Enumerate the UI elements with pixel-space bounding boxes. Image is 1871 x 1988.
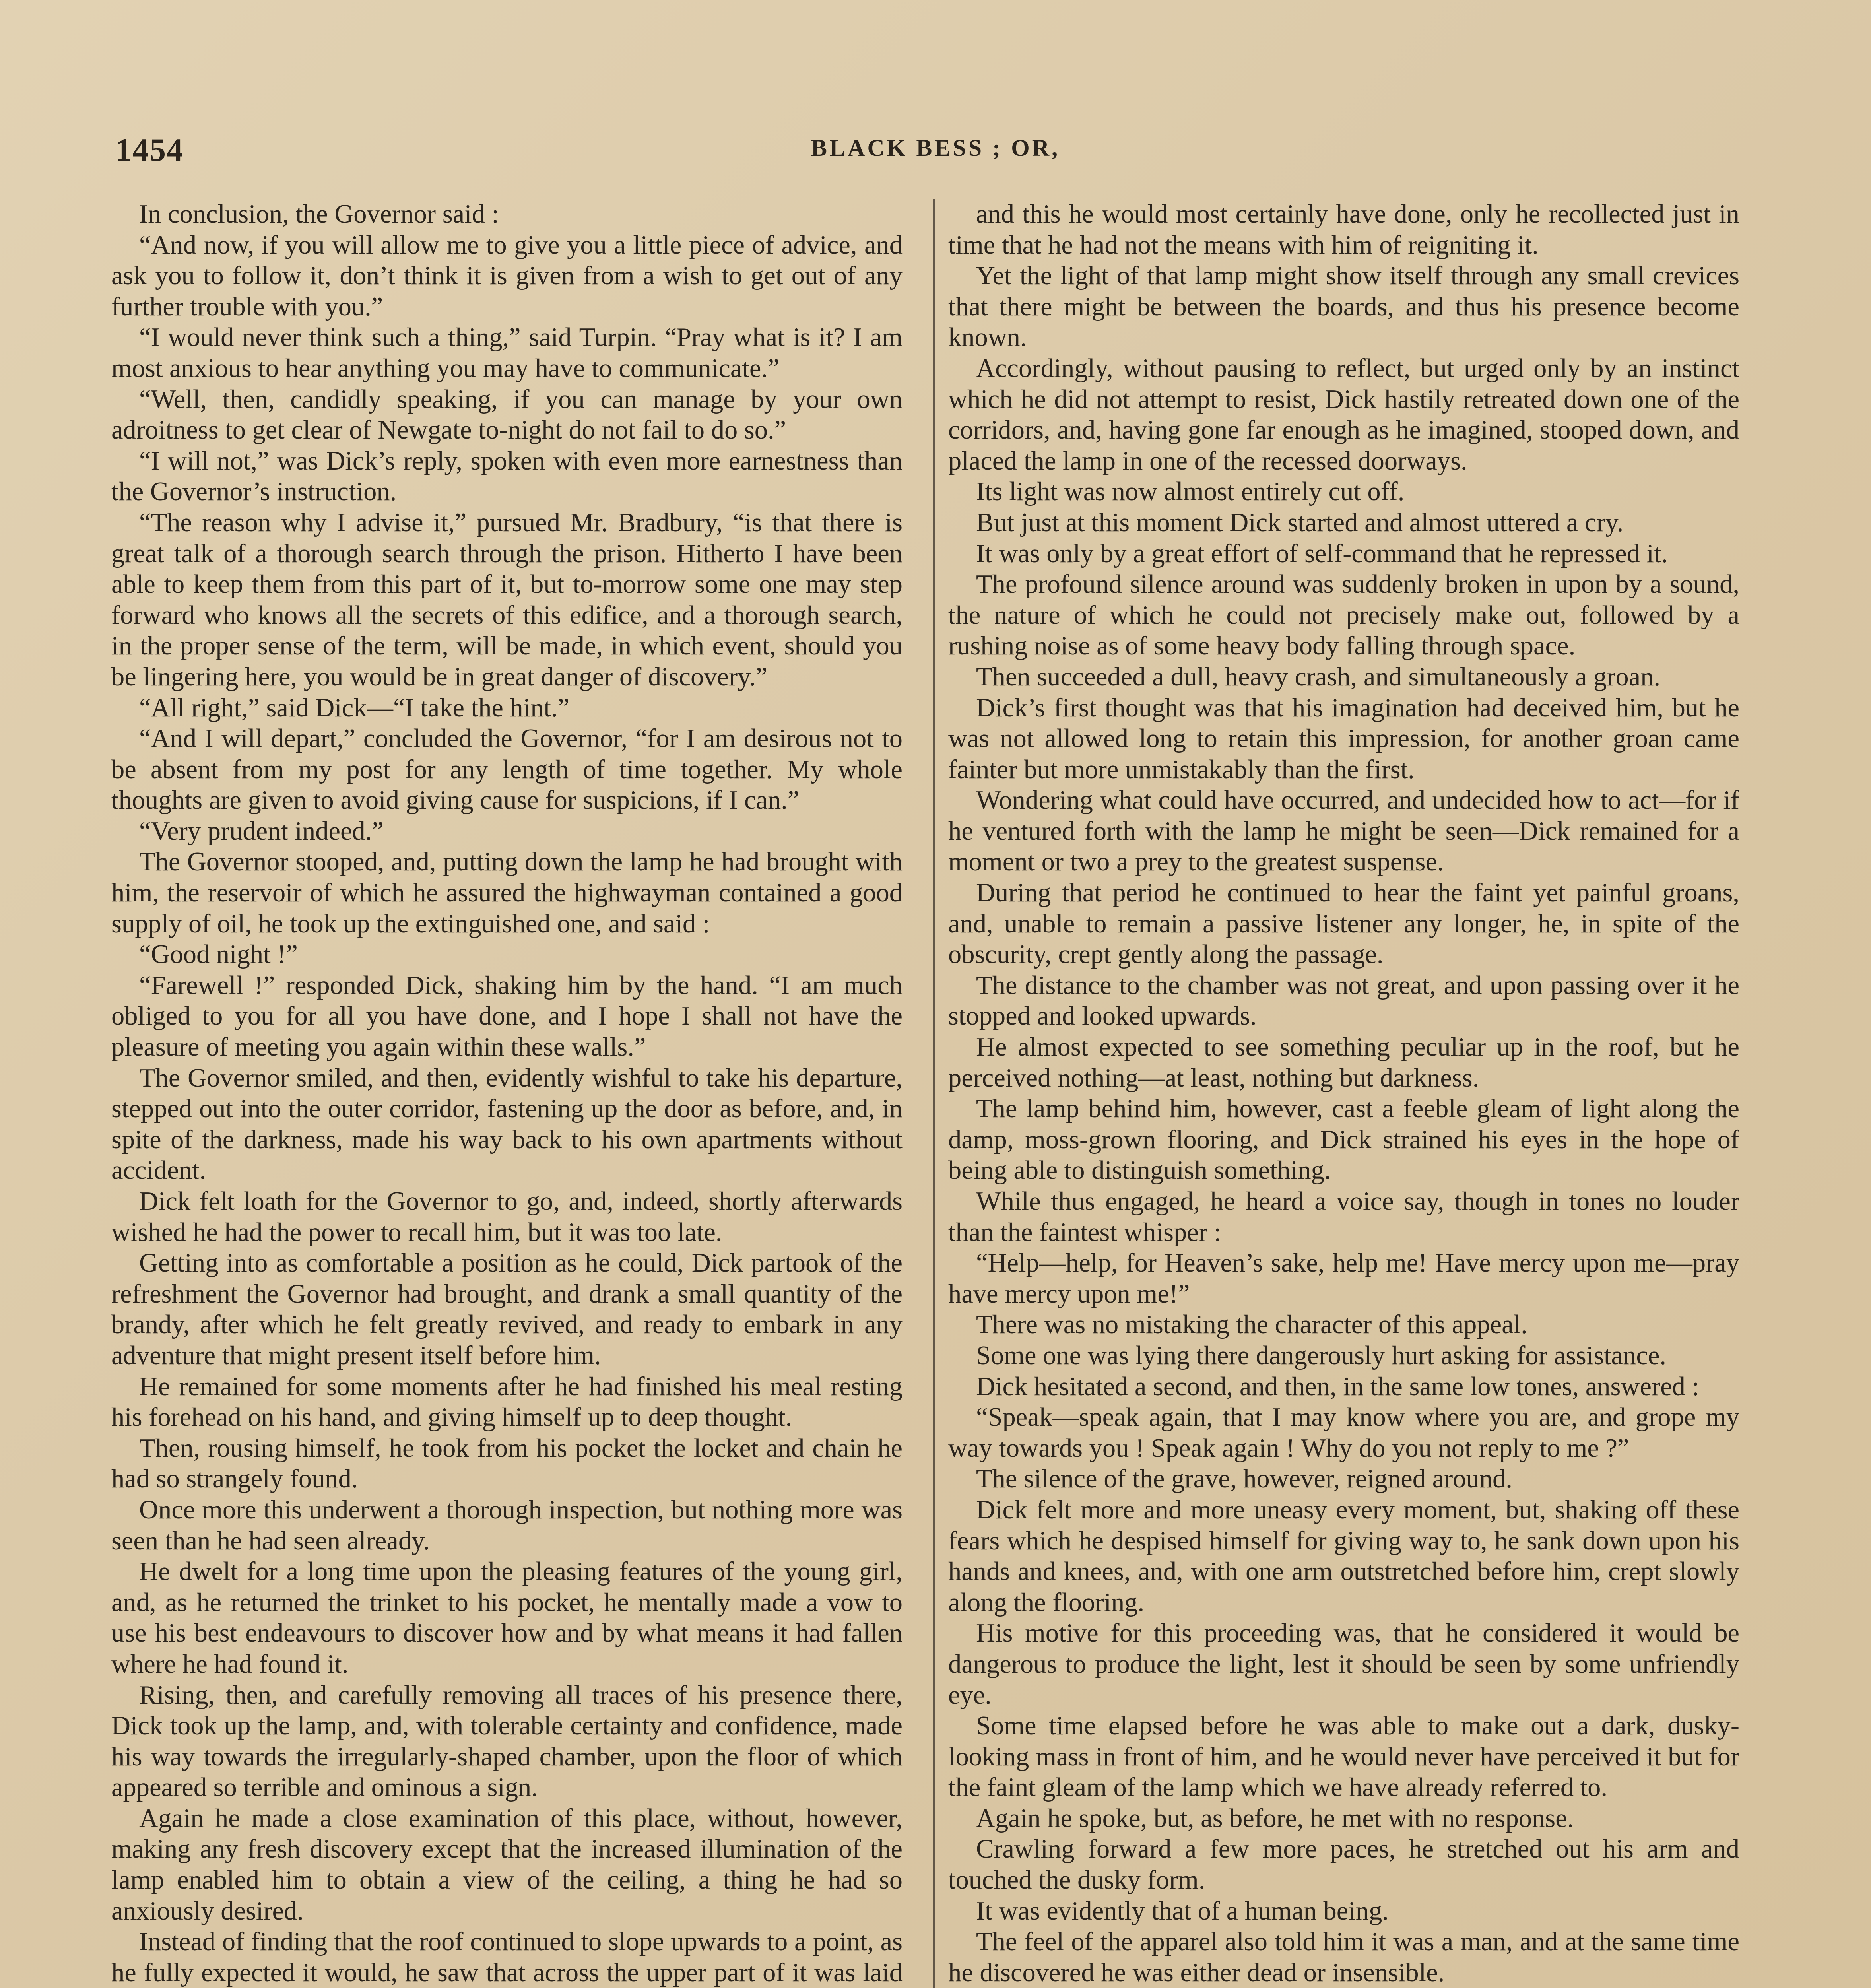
paragraph: The distance to the chamber was not great, and upon passing over it he stopped and looked upwards. (948, 971, 1739, 1031)
paragraph: “Farewell !” responded Dick, shaking him by the hand. “I am much obliged to you for all you have done, and I hope I shall not have the pleasure of meeting you again within these walls.” (111, 971, 903, 1062)
paragraph: Then succeeded a dull, heavy crash, and simultaneously a groan. (976, 662, 1661, 691)
paragraph: Again he spoke, but, as before, he met with no response. (976, 1804, 1574, 1833)
paragraph: Again he made a close examination of this place, without, however, making any fresh discovery except that the increased illumination of the lamp enabled him to obtain a view of the ceiling, a thing he had so anxiously desired. (111, 1804, 903, 1926)
paragraph: Its light was now almost entirely cut off. (976, 477, 1405, 507)
page-number: 1454 (115, 132, 184, 168)
paragraph: “And I will depart,” concluded the Governor, “for I am desirous not to be absent from my post for any length of time together. My whole thoughts are given to avoid giving cause for suspicions, if I can.” (111, 724, 903, 815)
paragraph: “I would never think such a thing,” said Turpin. “Pray what is it? I am most anxious to hear anything you may have to communicate.” (111, 323, 903, 383)
paragraph: Dick felt more and more uneasy every moment, but, shaking off these fears which he despised himself for giving way to, he sank down upon his hands and knees, and, with one arm outstretched before him, crept slowly along the flooring. (948, 1495, 1739, 1617)
paragraph: During that period he continued to hear the faint yet painful groans, and, unable to remain a passive listener any longer, he, in spite of the obscurity, crept gently along the passage. (948, 878, 1739, 969)
paragraph: “All right,” said Dick—“I take the hint.” (139, 693, 570, 722)
paragraph: He almost expected to see something peculiar up in the roof, but he perceived nothing—at least, nothing but darkness. (948, 1033, 1739, 1093)
paragraph: He dwelt for a long time upon the pleasing features of the young girl, and, as he returned the trinket to his pocket, he mentally made a vow to use his best endeavours to discover how and by what means it had fallen where he had found it. (111, 1557, 903, 1679)
right-column (948, 199, 1739, 1988)
paragraph: Dick’s first thought was that his imagination had deceived him, but he was not allowed long to retain this impression, for another groan came fainter but more unmistakably than the first. (948, 693, 1739, 784)
paragraph: “Help—help, for Heaven’s sake, help me! Have mercy upon me—pray have mercy upon me!” (948, 1248, 1739, 1309)
paragraph: Dick felt loath for the Governor to go, and, indeed, shortly afterwards wished he had the power to recall him, but it was too late. (111, 1187, 903, 1247)
column-divider (933, 199, 935, 1988)
paragraph: Getting into as comfortable a position as he could, Dick partook of the refreshment the Governor had brought, and drank a small quantity of the brandy, after which he felt greatly revived, and ready to embark in any adventure that might present itself before him. (111, 1248, 903, 1370)
paragraph: He remained for some moments after he had finished his meal resting his forehead on his hand, and giving himself up to deep thought. (111, 1372, 903, 1432)
paragraph: It was only by a great effort of self-command that he repressed it. (976, 539, 1668, 568)
paragraph: The Governor smiled, and then, evidently wishful to take his departure, stepped out into the outer corridor, fastening up the door as before, and, in spite of the darkness, made his way back to his own apartments without accident. (111, 1063, 903, 1185)
paragraph: The silence of the grave, however, reigned around. (976, 1464, 1512, 1494)
paragraph: Some time elapsed before he was able to make out a dark, dusky-looking mass in front of him, and he would never have perceived it but for the faint gleam of the lamp which we have already referred to. (948, 1711, 1739, 1802)
paragraph: His motive for this proceeding was, that he considered it would be dangerous to produce the light, lest it should be seen by some unfriendly eye. (948, 1619, 1739, 1710)
paragraph: “Good night !” (139, 940, 298, 969)
paragraph: “I will not,” was Dick’s reply, spoken with even more earnestness than the Governor’s instruction. (111, 446, 903, 507)
paragraph: In conclusion, the Governor said : (139, 200, 499, 229)
paragraph: “Speak—speak again, that I may know where you are, and grope my way towards you ! Speak again ! Why do you not reply to me ?” (948, 1403, 1739, 1463)
running-head (115, 131, 1765, 171)
paragraph: “Well, then, candidly speaking, if you can manage by your own adroitness to get clear of Newgate to-night do not fail to do so.” (111, 384, 903, 445)
paragraph: There was no mistaking the character of this appeal. (976, 1310, 1527, 1340)
paragraph: Yet the light of that lamp might show itself through any small crevices that there might be between the boards, and thus his presence become known. (948, 261, 1739, 352)
paragraph: “Very prudent indeed.” (139, 816, 384, 846)
paragraph: Crawling forward a few more paces, he stretched out his arm and touched the dusky form. (948, 1835, 1739, 1895)
paragraph: “And now, if you will allow me to give you a little piece of advice, and ask you to follow it, don’t think it is given from a wish to get out of any further trouble with you.” (111, 230, 903, 321)
paragraph: The lamp behind him, however, cast a feeble gleam of light along the damp, moss-grown flooring, and Dick strained his eyes in the hope of being able to distinguish something. (948, 1094, 1739, 1185)
paragraph: and this he would most certainly have done, only he recollected just in time that he had not the means with him of reigniting it. (948, 200, 1739, 260)
paragraph: While thus engaged, he heard a voice say, though in tones no louder than the faintest whisper : (948, 1187, 1739, 1247)
running-title: BLACK BESS ; OR, (811, 135, 1060, 161)
paragraph: Once more this underwent a thorough inspection, but nothing more was seen than he had seen already. (111, 1495, 903, 1555)
paragraph: Accordingly, without pausing to reflect, but urged only by an instinct which he did not attempt to resist, Dick hastily retreated down one of the corridors, and, having gone far enough as he imagined, stooped down, and placed the lamp in one of the recessed doorways. (948, 353, 1739, 476)
paragraph: Rising, then, and carefully removing all traces of his presence there, Dick took up the lamp, and, with tolerable certainty and confidence, made his way towards the irregularly-shaped chamber, upon the floor of which appeared so terrible and ominous a sign. (111, 1680, 903, 1802)
paragraph: “The reason why I advise it,” pursued Mr. Bradbury, “is that there is great talk of a thorough search through the prison. Hitherto I have been able to keep them from this part of it, but to-morrow some one may step forward who knows all the secrets of this edifice, and a thorough search, in the proper sense of the term, will be made, in which event, should you be lingering here, you would be in great danger of discovery.” (111, 508, 903, 691)
paragraph: But just at this moment Dick started and almost uttered a cry. (976, 508, 1624, 537)
paragraph: Some one was lying there dangerously hurt asking for assistance. (976, 1341, 1666, 1370)
paragraph: It was evidently that of a human being. (976, 1896, 1389, 1926)
paragraph: The feel of the apparel also told him it was a man, and at the same time he discovered he was either dead or insensible. (948, 1927, 1739, 1987)
paragraph: The profound silence around was suddenly broken in upon by a sound, the nature of which he could not precisely make out, followed by a rushing noise as of some heavy body falling through space. (948, 570, 1739, 661)
paragraph: Wondering what could have occurred, and undecided how to act—for if he ventured forth with the lamp he might be seen—Dick remained for a moment or two a prey to the greatest suspense. (948, 786, 1739, 877)
left-column (111, 199, 903, 1988)
paragraph: The Governor stooped, and, putting down the lamp he had brought with him, the reservoir of which he assured the highwayman contained a good supply of oil, he took up the extinguished one, and said : (111, 847, 903, 938)
paragraph: Instead of finding that the roof continued to slope upwards to a point, as he fully expected it would, he saw that across the upper part of it was laid (111, 1927, 903, 1987)
paragraph: Then, rousing himself, he took from his pocket the locket and chain he had so strangely found. (111, 1433, 903, 1494)
paragraph: Dick hesitated a second, and then, in the same low tones, answered : (976, 1372, 1699, 1401)
